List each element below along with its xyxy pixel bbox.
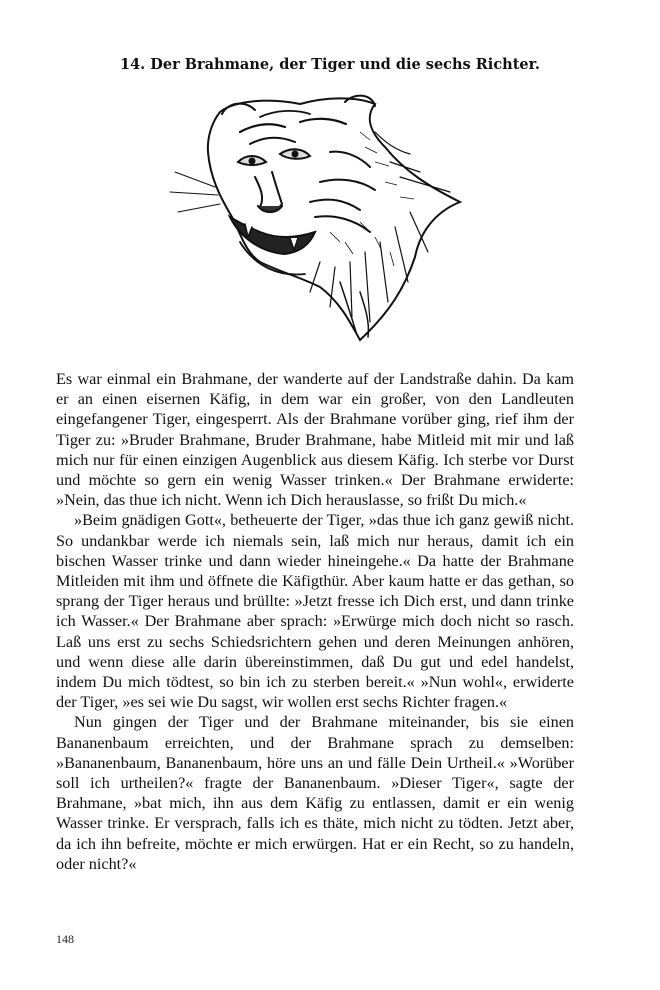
paragraph-2: »Beim gnädigen Gott«, betheuerte der Tiger, »das thue ich ganz gewiß nicht. So undankbar werde ich niemals sein, laß mich nur heraus, damit ich ein bischen Wasser trinke und dann wieder hineingehe.« Da hatte der Brahmane Mitleiden mit ihm und öffnete die Käfigthür. Aber kaum hatte er das gethan, so sprang der Tiger heraus und brüllte: »Jetzt fresse ich Dich erst, und dann trinke ich Wasser.« Der Brahmane aber sprach: »Erwürge mich doch nicht so rasch. Laß uns erst zu sechs Schiedsrichtern gehen und deren Meinungen anhören, und wenn diese alle darin übereinstimmen, daß Du gut und edel handelst, indem Du mich tödtest, so bin ich zu sterben bereit.« »Nun wohl«, erwiderte der Tiger, »es sei wie Du sagst, wir wollen erst sechs Richter fragen.« — [56, 511, 574, 712]
chapter-title: 14. Der Brahmane, der Tiger und die sechs Richter. — [120, 56, 540, 73]
story-text — [56, 369, 574, 874]
tiger-head-icon — [160, 92, 490, 347]
paragraph-3: Nun gingen der Tiger und der Brahmane miteinander, bis sie einen Bananenbaum erreichten, und der Brahmane sprach zu demselben: »Bananenbaum, Bananenbaum, höre uns an und fälle Dein Urtheil.« »Worüber soll ich urtheilen?« fragte der Bananenbaum. »Dieser Tiger«, sagte der Brahmane, »bat mich, ihn aus dem Käfig zu entlassen, damit er ein wenig Wasser trinke. Er versprach, falls ich es thäte, mich nicht zu tödten. Jetzt aber, da ich ihn befreite, möchte er mich erwürgen. Hat er ein Recht, so zu handeln, oder nicht?« — [56, 713, 574, 873]
page-number: 148 — [56, 932, 74, 946]
paragraph-1: Es war einmal ein Brahmane, der wanderte auf der Landstraße dahin. Da kam er an einen eisernen Käfig, in dem war ein großer, von den Landleuten eingefangener Tiger, eingesperrt. Als der Brahmane vorüber ging, rief ihm der Tiger zu: »Bruder Brahmane, Bruder Brahmane, habe Mitleid mit mir und laß mich nur für einen einzigen Augenblick aus diesem Käfig. Ich sterbe vor Durst und möchte so gern ein wenig Wasser trinken.« Der Brahmane erwiderte: »Nein, das thue ich nicht. Wenn ich Dich herauslasse, so frißt Du mich.« — [56, 370, 574, 510]
